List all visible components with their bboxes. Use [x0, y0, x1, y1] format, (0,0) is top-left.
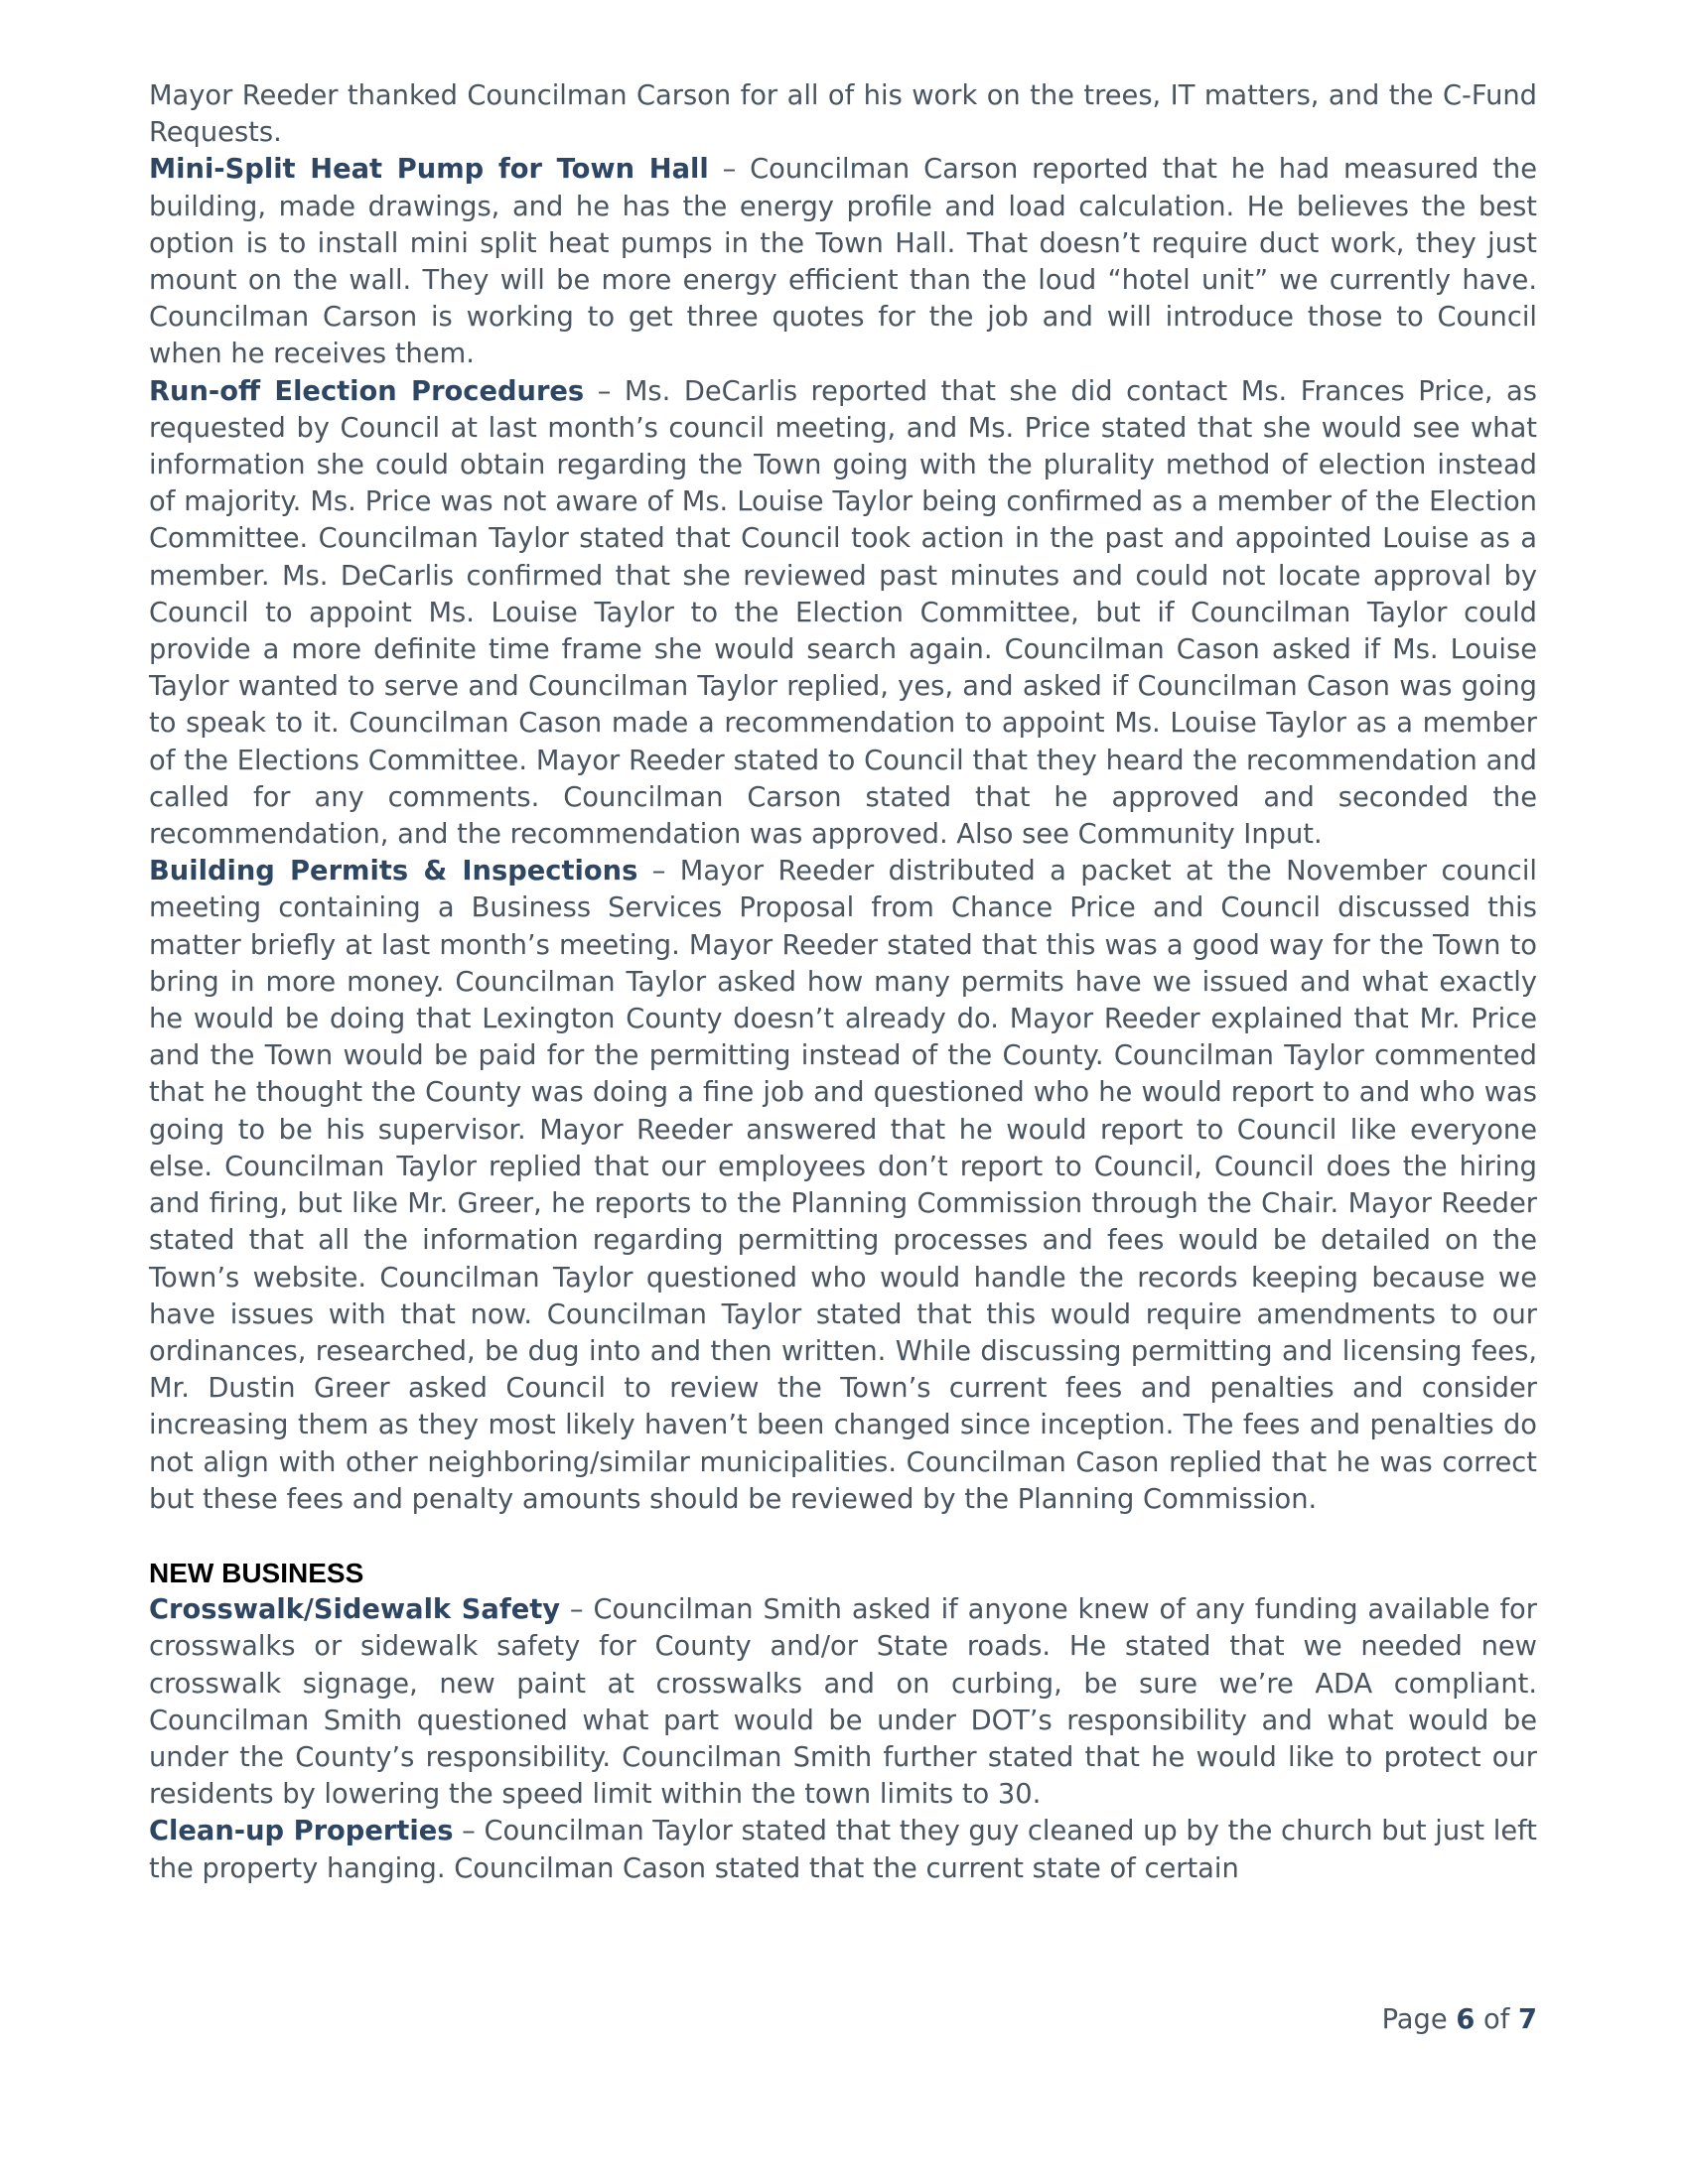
- paragraph-mini-split-heat-pump: [149, 151, 1537, 372]
- paragraph-crosswalk-safety: [149, 1591, 1537, 1813]
- page-number-footer: [1382, 2004, 1537, 2035]
- paragraph-clean-up-properties: [149, 1813, 1537, 1886]
- paragraph-text: – Councilman Smith asked if anyone knew of any funding available for crosswalks or sidewalk safety for County and/or State roads. He stated that we needed new crosswalk signage, new paint at crosswalks and on curbing, be sure we’re ADA compliant. Councilman Smith questioned what part would be under DOT’s responsibility and what would be under the County’s responsibility. Councilman Smith further stated that he would like to protect our residents by lowering the speed limit within the town limits to 30.: [149, 1594, 1537, 1811]
- total-page-number: 7: [1518, 2004, 1537, 2035]
- paragraph-heading: Run-off Election Procedures: [149, 375, 585, 407]
- paragraph-heading: Building Permits & Inspections: [149, 856, 638, 887]
- paragraph-building-permits: [149, 853, 1537, 1518]
- new-business-heading: NEW BUSINESS: [149, 1557, 364, 1588]
- paragraph-text: – Mayor Reeder distributed a packet at the November council meeting containing a Business Services Proposal from Chance Price and Council discussed this matter briefly at last month’s meeting. Mayor Reeder stated that this was a good way for the Town to bring in more money. Councilman Taylor asked how many permits have we issued and what exactly he would be doing that Lexington County doesn’t already do. Mayor Reeder explained that Mr. Price and the Town would be paid for the permitting instead of the County. Councilman Taylor commented that he thought the County was doing a fine job and questioned who he would report to and who was going to be his supervisor. Mayor Reeder answered that he would report to Council like everyone else. Councilman Taylor replied that our employees don’t report to Council, Council does the hiring and firing, but like Mr. Greer, he reports to the Planning Commission through the Chair. Mayor Reeder stated that all the information regarding permitting processes and fees would be detailed on the Town’s website. Councilman Taylor questioned who would handle the records keeping because we have issues with that now. Councilman Taylor stated that this would require amendments to our ordinances, researched, be dug into and then written. While discussing permitting and licensing fees, Mr. Dustin Greer asked Council to review the Town’s current fees and penalties and consider increasing them as they most likely haven’t been changed since inception. The fees and penalties do not align with other neighboring/similar municipalities. Councilman Cason replied that he was correct but these fees and penalty amounts should be reviewed by the Planning Commission.: [149, 856, 1537, 1515]
- paragraph-heading: Mini-Split Heat Pump for Town Hall: [149, 154, 709, 186]
- paragraph-text: – Councilman Taylor stated that they guy cleaned up by the church but just left the property hanging. Councilman Cason stated that the current state of certain: [149, 1816, 1537, 1884]
- minutes-page: [149, 77, 1537, 1887]
- paragraph-text: – Councilman Carson reported that he had measured the building, made drawings, and he has the energy profile and load calculation. He believes the best option is to install mini split heat pumps in the Town Hall. That doesn’t require duct work, they just mount on the wall. They will be more energy efficient than the loud “hotel unit” we currently have. Councilman Carson is working to get three quotes for the job and will introduce those to Council when he receives them.: [149, 154, 1537, 370]
- paragraph-run-off-election: [149, 373, 1537, 854]
- current-page-number: 6: [1456, 2004, 1476, 2035]
- paragraph-mayor-thanks: [149, 77, 1537, 151]
- page-of-label: of: [1475, 2004, 1518, 2035]
- paragraph-text: Mayor Reeder thanked Councilman Carson for all of his work on the trees, IT matters, and the C-Fund Requests.: [149, 80, 1537, 149]
- paragraph-heading: Clean-up Properties: [149, 1816, 454, 1847]
- paragraph-heading: Crosswalk/Sidewalk Safety: [149, 1594, 561, 1626]
- page-label: Page: [1381, 2004, 1457, 2035]
- paragraph-text: – Ms. DeCarlis reported that she did contact Ms. Frances Price, as requested by Council at last month’s council meeting, and Ms. Price stated that she would see what information she could obtain regarding the Town going with the plurality method of election instead of majority. Ms. Price was not aware of Ms. Louise Taylor being confirmed as a member of the Election Committee. Councilman Taylor stated that Council took action in the past and appointed Louise as a member. Ms. DeCarlis confirmed that she reviewed past minutes and could not locate approval by Council to appoint Ms. Louise Taylor to the Election Committee, but if Councilman Taylor could provide a more definite time frame she would search again. Councilman Cason asked if Ms. Louise Taylor wanted to serve and Councilman Taylor replied, yes, and asked if Councilman Cason was going to speak to it. Councilman Cason made a recommendation to appoint Ms. Louise Taylor as a member of the Elections Committee. Mayor Reeder stated to Council that they heard the recommendation and called for any comments. Councilman Carson stated that he approved and seconded the recommendation, and the recommendation was approved. Also see Community Input.: [149, 375, 1537, 851]
